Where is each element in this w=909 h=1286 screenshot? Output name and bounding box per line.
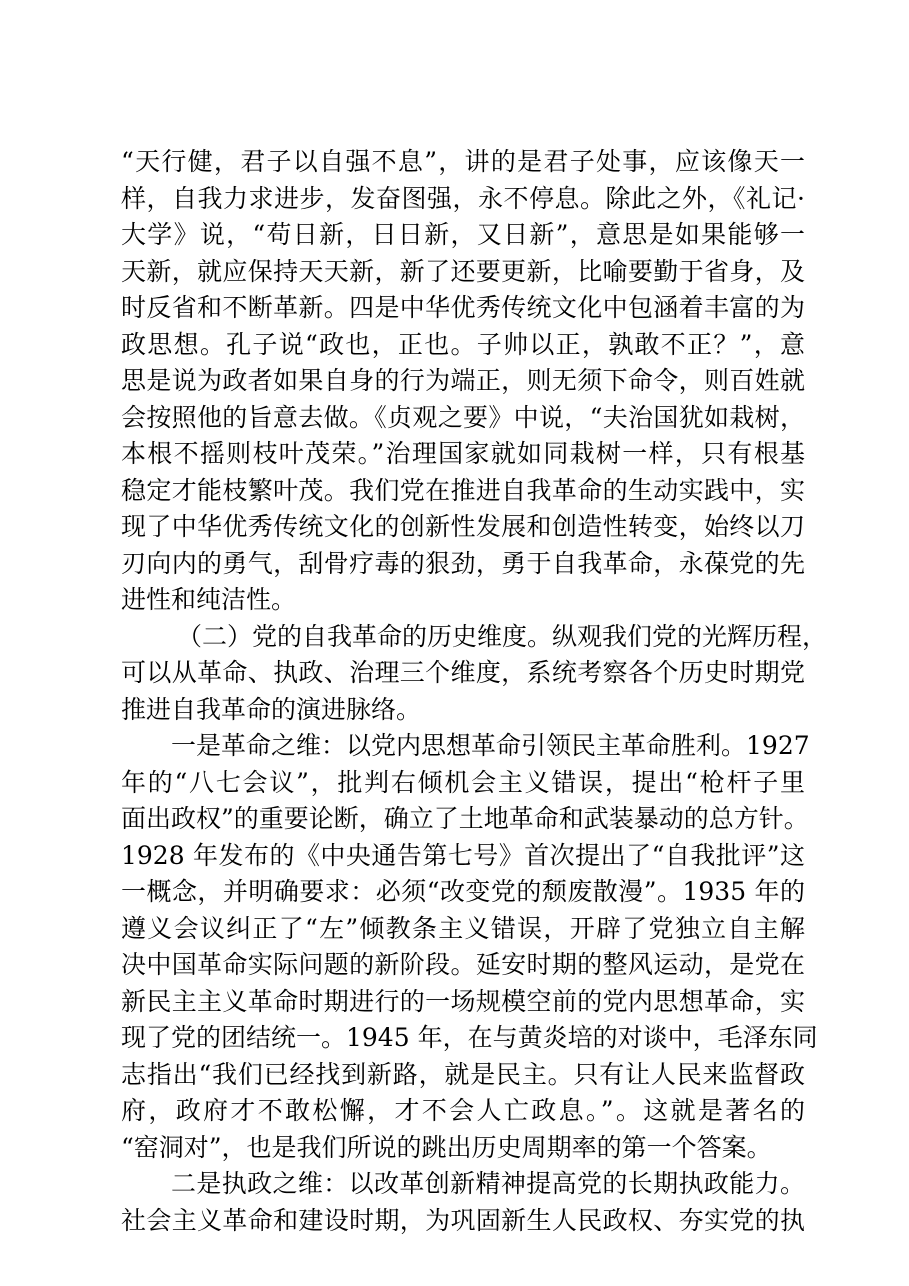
text-line: 社会主义革命和建设时期，为巩固新生人民政权、夯实党的执 bbox=[121, 1205, 805, 1235]
text-line: （二）党的自我革命的历史维度。纵观我们党的光辉历程， bbox=[177, 621, 828, 651]
text-line: 可以从革命、执政、治理三个维度，系统考察各个历史时期党 bbox=[121, 658, 805, 687]
text-line: 现了中华优秀传统文化的创新性发展和创造性转变，始终以刀 bbox=[121, 512, 805, 541]
text-line: “窑洞对”，也是我们所说的跳出历史周期率的第一个答案。 bbox=[121, 1132, 772, 1162]
text-line: 志指出“我们已经找到新路，就是民主。只有让人民来监督政 bbox=[121, 1059, 805, 1089]
text-line: 遵义会议纠正了“左”倾教条主义错误，开辟了党独立自主解 bbox=[121, 913, 805, 943]
text-line: 样，自我力求进步，发奋图强，永不停息。除此之外，《礼记· bbox=[121, 183, 805, 213]
text-line: 1928 年发布的《中央通告第七号》首次提出了“自我批评”这 bbox=[121, 840, 805, 870]
text-line: 决中国革命实际问题的新阶段。延安时期的整风运动，是党在 bbox=[121, 950, 805, 979]
text-line: 本根不摇则枝叶茂荣。”治理国家就如同栽树一样，只有根基 bbox=[121, 439, 805, 468]
text-line: 二是执政之维：以改革创新精神提高党的长期执政能力。 bbox=[171, 1169, 805, 1198]
text-line: 现了党的团结统一。1945 年，在与黄炎培的对谈中，毛泽东同 bbox=[121, 1023, 818, 1052]
text-line: 会按照他的旨意去做。《贞观之要》中说，“夫治国犹如栽树， bbox=[121, 402, 805, 432]
text-line: 府，政府才不敢松懈，才不会人亡政息。”。这就是著名的 bbox=[121, 1096, 805, 1125]
text-line: 推进自我革命的演进脉络。 bbox=[121, 694, 422, 724]
text-line: 刃向内的勇气，刮骨疗毒的狠劲，勇于自我革命，永葆党的先 bbox=[121, 548, 805, 578]
text-line: 天新，就应保持天天新，新了还要更新，比喻要勤于省身，及 bbox=[121, 256, 805, 286]
text-line: 一概念，并明确要求：必须“改变党的颓废散漫”。1935 年的 bbox=[121, 877, 805, 906]
text-line: 稳定才能枝繁叶茂。我们党在推进自我革命的生动实践中，实 bbox=[121, 475, 805, 505]
body-text bbox=[121, 144, 828, 1239]
text-line: 进性和纯洁性。 bbox=[121, 585, 297, 614]
text-line: 时反省和不断革新。四是中华优秀传统文化中包涵着丰富的为 bbox=[121, 293, 805, 322]
text-line: 大学》说，“苟日新，日日新，又日新”，意思是如果能够一 bbox=[121, 220, 805, 249]
text-line: 年的“八七会议”，批判右倾机会主义错误，提出“枪杆子里 bbox=[121, 767, 805, 797]
text-line: 一是革命之维：以党内思想革命引领民主革命胜利。1927 bbox=[171, 731, 810, 760]
text-line: 政思想。孔子说“政也，正也。子帅以正，孰敢不正？”，意 bbox=[121, 329, 805, 359]
text-line: 面出政权”的重要论断，确立了土地革命和武装暴动的总方针。 bbox=[121, 804, 809, 833]
text-line: 思是说为政者如果自身的行为端正，则无须下命令，则百姓就 bbox=[121, 366, 805, 395]
text-line: 新民主主义革命时期进行的一场规模空前的党内思想革命，实 bbox=[121, 986, 805, 1016]
text-line: “天行健，君子以自强不息”，讲的是君子处事，应该像天一 bbox=[121, 147, 805, 176]
